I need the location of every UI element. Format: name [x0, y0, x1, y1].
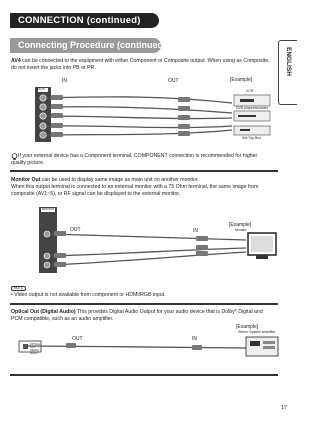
section-divider-3 [10, 374, 278, 376]
diagram1-example-label: [Example] [230, 77, 253, 83]
subsection-title: Connecting Procedure (continued) [18, 40, 167, 50]
page-number: 17 [281, 405, 288, 411]
av4-text: can be connected to the equipment with either Component or Composite output. When using as Composite, do not insert the jacks into PB or PR. [11, 58, 270, 72]
language-tab-label: ENGLISH [285, 47, 292, 76]
tip-paragraph: If your external device has a Component terminal, COMPONENT connection is recommended for higher quality picture. [11, 153, 258, 167]
note-text: • Video output is not available from component or HDMI/RGB input. [11, 292, 166, 298]
diagram3-cable [28, 346, 246, 348]
monitor-out-line1: can be used to display same image as main unit on another monitor. [40, 177, 199, 183]
diagram2-in-label: IN [193, 228, 198, 234]
settopbox-label: Set-Top Box [242, 136, 262, 140]
diagram2-out-label: OUT [70, 227, 81, 233]
diagram1-in-label: IN [62, 78, 67, 84]
monitor-label: Monitor [235, 228, 247, 232]
vcr-label: VCR [246, 89, 254, 93]
dvd-label: DVD player/recorder [236, 106, 268, 110]
section-title: CONNECTION (continued) [18, 15, 141, 26]
diagram1-out-label: OUT [168, 78, 179, 84]
optical-term: Optical Out (Digital Audio) [11, 309, 76, 315]
av4-term: AV4 [11, 58, 21, 64]
av4-panel-label: AV4 IN [37, 88, 45, 91]
optical-out-panel-label: OPTICAL OUT DIGITAL AUDIO [30, 343, 41, 355]
diagram3-in-label: IN [192, 336, 197, 342]
diagram3-example-label: [Example] [236, 324, 259, 330]
monitor-out-line2: When this output terminal is connected to an external monitor with a 75 Ohm terminal, the same image from composite (AV1~5), or RF signal can be displayed to the external monitor. [11, 184, 259, 198]
amplifier-label: Stereo System Amplifier [238, 330, 276, 334]
optical-text: This provides Digital Audio Output for your audio device that is Dolby* Digital and PCM compatible, such as an audio amplifier. [11, 309, 263, 323]
monitor-out-term: Monitor Out [11, 177, 41, 183]
note-badge: NOTE [11, 286, 26, 291]
diagram3-out-label: OUT [72, 336, 83, 342]
monitor-out-panel-label: MONITOR [42, 208, 54, 211]
diagram2-example-label: [Example] [229, 222, 252, 228]
